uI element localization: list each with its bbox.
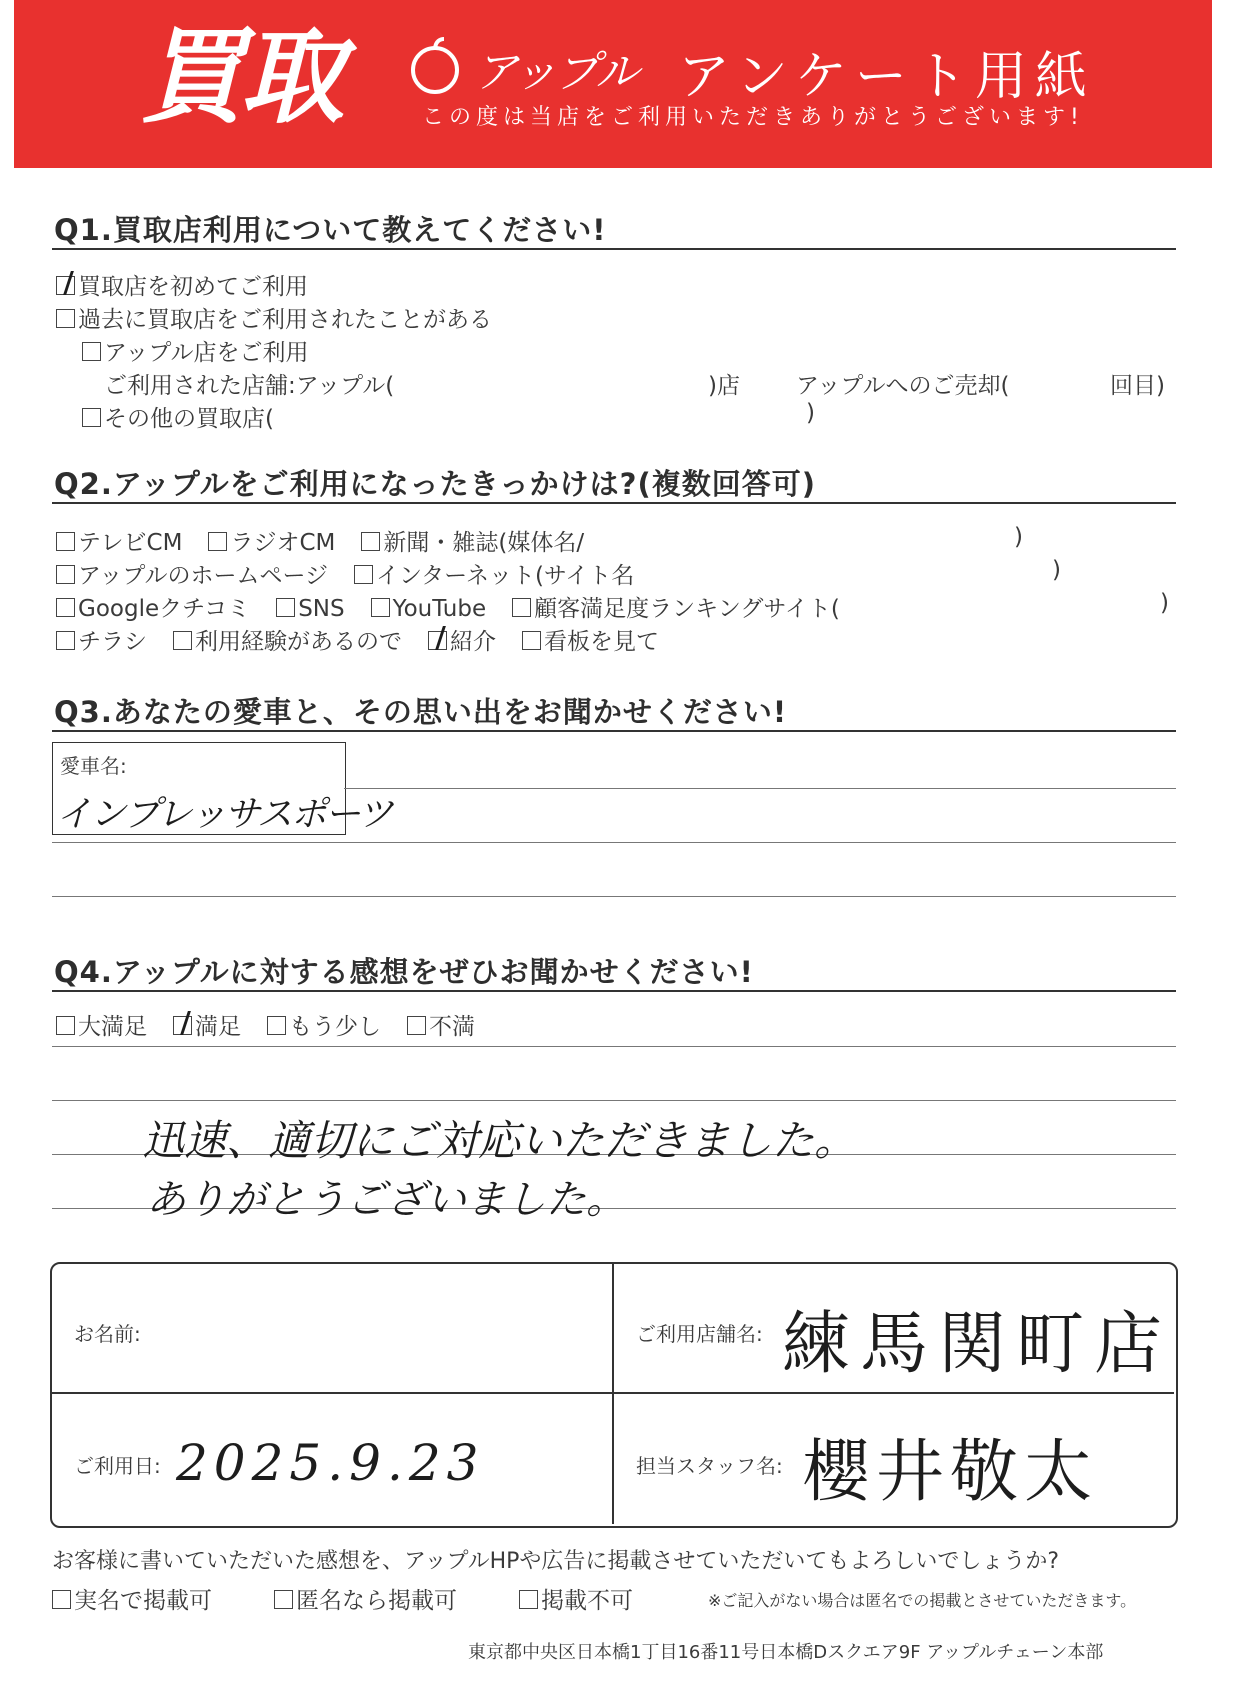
q2-row-3 [56, 590, 866, 623]
q2-option-label: 利用経験があるので [195, 629, 402, 655]
q2-option-google[interactable] [56, 590, 250, 623]
consent-option-label: 掲載不可 [541, 1588, 633, 1614]
consent-options [52, 1582, 653, 1615]
checkbox-icon[interactable] [56, 309, 75, 328]
staff-label: 担当スタッフ名: [636, 1454, 783, 1478]
q2-option-label: Googleクチコミ [78, 596, 251, 622]
q1-store-suffix: )店 [708, 373, 740, 399]
q1-option-other[interactable] [82, 400, 274, 433]
kaitori-logo: 買取 [140, 16, 341, 138]
staff-value[interactable]: 櫻井敬太 [802, 1433, 1099, 1512]
checkbox-checked-icon[interactable] [56, 276, 75, 295]
comment-line-2[interactable]: ありがとうございました。 [146, 1177, 626, 1223]
consent-option-anonymous[interactable] [274, 1582, 457, 1615]
page-title: アンケート用紙 [678, 47, 1095, 107]
q2-option-label: 紹介 [450, 629, 496, 655]
q4-options [56, 1008, 501, 1041]
q2-option-signboard[interactable] [522, 623, 659, 656]
checkbox-icon[interactable] [522, 631, 541, 650]
q2-option-internet[interactable] [354, 557, 634, 590]
q4-line [52, 1046, 1176, 1047]
q2-option-label: インターネット(サイト名 [376, 563, 635, 589]
q1-option-first-label: 買取店を初めてご利用 [78, 274, 308, 300]
q2-option-label: テレビCM [78, 530, 183, 556]
brand-name: アップル [474, 47, 638, 98]
q4-title: Q4.アップルに対する感想をぜひお聞かせください! [54, 955, 754, 989]
q1-option-past-label: 過去に買取店をご利用されたことがある [78, 307, 492, 333]
q2-option-tv[interactable] [56, 524, 182, 557]
q2-option-label: ラジオCM [230, 530, 336, 556]
checkbox-checked-icon[interactable] [173, 1016, 192, 1035]
q2-row-4 [56, 623, 685, 656]
checkbox-icon[interactable] [52, 1590, 71, 1609]
checkbox-icon[interactable] [361, 532, 380, 551]
q1-option-other-label: その他の買取店( [104, 406, 274, 432]
checkbox-icon[interactable] [274, 1590, 293, 1609]
checkbox-icon[interactable] [371, 598, 390, 617]
q3-line [52, 896, 1176, 897]
q2-option-homepage[interactable] [56, 557, 328, 590]
q4-rule [52, 990, 1176, 992]
checkbox-icon[interactable] [82, 342, 101, 361]
q2-option-label: アップルのホームページ [78, 563, 329, 589]
q1-option-apple[interactable] [82, 334, 308, 367]
q2-option-label: SNS [298, 596, 345, 622]
q2-option-label: チラシ [78, 629, 147, 655]
q2-option-ranking[interactable] [512, 590, 840, 623]
q1-rule [52, 248, 1176, 250]
q2-row-2 [56, 557, 660, 590]
q4-option-somewhat[interactable] [267, 1008, 381, 1041]
checkbox-icon[interactable] [512, 598, 531, 617]
form-divider-horizontal [52, 1392, 1174, 1394]
q2-option-experience[interactable] [173, 623, 402, 656]
car-name-label: 愛車名: [60, 754, 127, 778]
q2-option-sns[interactable] [276, 596, 344, 622]
q4-option-satisfied[interactable] [173, 1008, 241, 1041]
q4-option-label: 不満 [429, 1014, 475, 1040]
q4-option-dissatisfied[interactable] [407, 1008, 475, 1041]
q1-title: Q1.買取店利用について教えてください! [54, 213, 607, 247]
q2-row3-close: ) [1160, 590, 1169, 616]
footer-address: 東京都中央区日本橋1丁目16番11号日本橋Dスクエア9F アップルチェーン本部 [468, 1642, 1104, 1663]
date-label: ご利用日: [74, 1454, 161, 1478]
q3-title: Q3.あなたの愛車と、その思い出をお聞かせください! [54, 695, 788, 729]
q2-row-1 [56, 524, 610, 557]
car-name-value[interactable]: インプレッサスポーツ [56, 794, 392, 835]
q2-option-flyer[interactable] [56, 623, 147, 656]
checkbox-icon[interactable] [276, 598, 295, 617]
checkbox-icon[interactable] [56, 598, 75, 617]
header-banner [14, 0, 1212, 168]
checkbox-icon[interactable] [208, 532, 227, 551]
q2-option-radio[interactable] [208, 524, 335, 557]
consent-question: お客様に書いていただいた感想を、アップルHPや広告に掲載させていただいてもよろしいでしょうか? [52, 1549, 1060, 1574]
q2-option-label: 顧客満足度ランキングサイト( [534, 596, 840, 622]
form-divider-vertical [612, 1264, 614, 1524]
q2-option-youtube[interactable] [371, 596, 487, 622]
checkbox-icon[interactable] [82, 408, 101, 427]
page-subtitle: この度は当店をご利用いただきありがとうございます! [422, 105, 1084, 130]
name-label: お名前: [74, 1322, 141, 1346]
q2-rule [52, 502, 1176, 504]
date-value[interactable]: 2025.9.23 [176, 1434, 485, 1492]
checkbox-checked-icon[interactable] [428, 631, 447, 650]
q2-option-label: YouTube [392, 596, 487, 622]
checkbox-icon[interactable] [407, 1016, 426, 1035]
checkbox-icon[interactable] [519, 1590, 538, 1609]
consent-option-realname[interactable] [52, 1582, 212, 1615]
q1-store-line: ご利用された店舗:アップル( [104, 373, 395, 399]
consent-option-label: 匿名なら掲載可 [296, 1588, 457, 1614]
consent-note: ※ご記入がない場合は匿名での掲載とさせていただきます。 [708, 1591, 1137, 1610]
q1-other-close: ) [806, 400, 815, 426]
q3-line [52, 842, 1176, 843]
q2-row2-close: ) [1052, 557, 1061, 583]
q4-option-label: 満足 [195, 1014, 241, 1040]
q1-option-first[interactable] [56, 268, 308, 301]
q2-option-label: 看板を見て [544, 629, 659, 655]
q3-line [344, 788, 1176, 789]
checkbox-icon[interactable] [354, 565, 373, 584]
q4-line [52, 1100, 1176, 1101]
q1-sales-suffix: 回目) [1110, 373, 1165, 399]
checkbox-icon[interactable] [56, 532, 75, 551]
q1-option-past[interactable] [56, 301, 492, 334]
checkbox-icon[interactable] [56, 1016, 75, 1035]
checkbox-icon[interactable] [267, 1016, 286, 1035]
q2-option-referral[interactable] [428, 623, 496, 656]
q4-option-label: もう少し [289, 1014, 381, 1040]
q2-option-newspaper[interactable] [361, 524, 584, 557]
consent-option-no[interactable] [519, 1582, 633, 1615]
checkbox-icon[interactable] [56, 631, 75, 650]
q1-sales-line: アップルへのご売却( [796, 373, 1010, 399]
q4-option-very-satisfied[interactable] [56, 1008, 147, 1041]
q1-option-apple-label: アップル店をご利用 [104, 340, 309, 366]
checkbox-icon[interactable] [173, 631, 192, 650]
store-label: ご利用店舗名: [636, 1322, 763, 1346]
q2-row1-close: ) [1014, 524, 1023, 550]
consent-option-label: 実名で掲載可 [74, 1588, 212, 1614]
apple-logo-icon [400, 36, 470, 96]
q3-rule [52, 730, 1176, 732]
checkbox-icon[interactable] [56, 565, 75, 584]
q2-option-label: 新聞・雑誌(媒体名/ [383, 530, 585, 556]
q2-title: Q2.アップルをご利用になったきっかけは?(複数回答可) [54, 467, 816, 501]
comment-line-1[interactable]: 迅速、適切にご対応いただきました。 [142, 1116, 857, 1165]
q4-option-label: 大満足 [78, 1014, 147, 1040]
store-value[interactable]: 練馬関町店 [782, 1305, 1173, 1384]
